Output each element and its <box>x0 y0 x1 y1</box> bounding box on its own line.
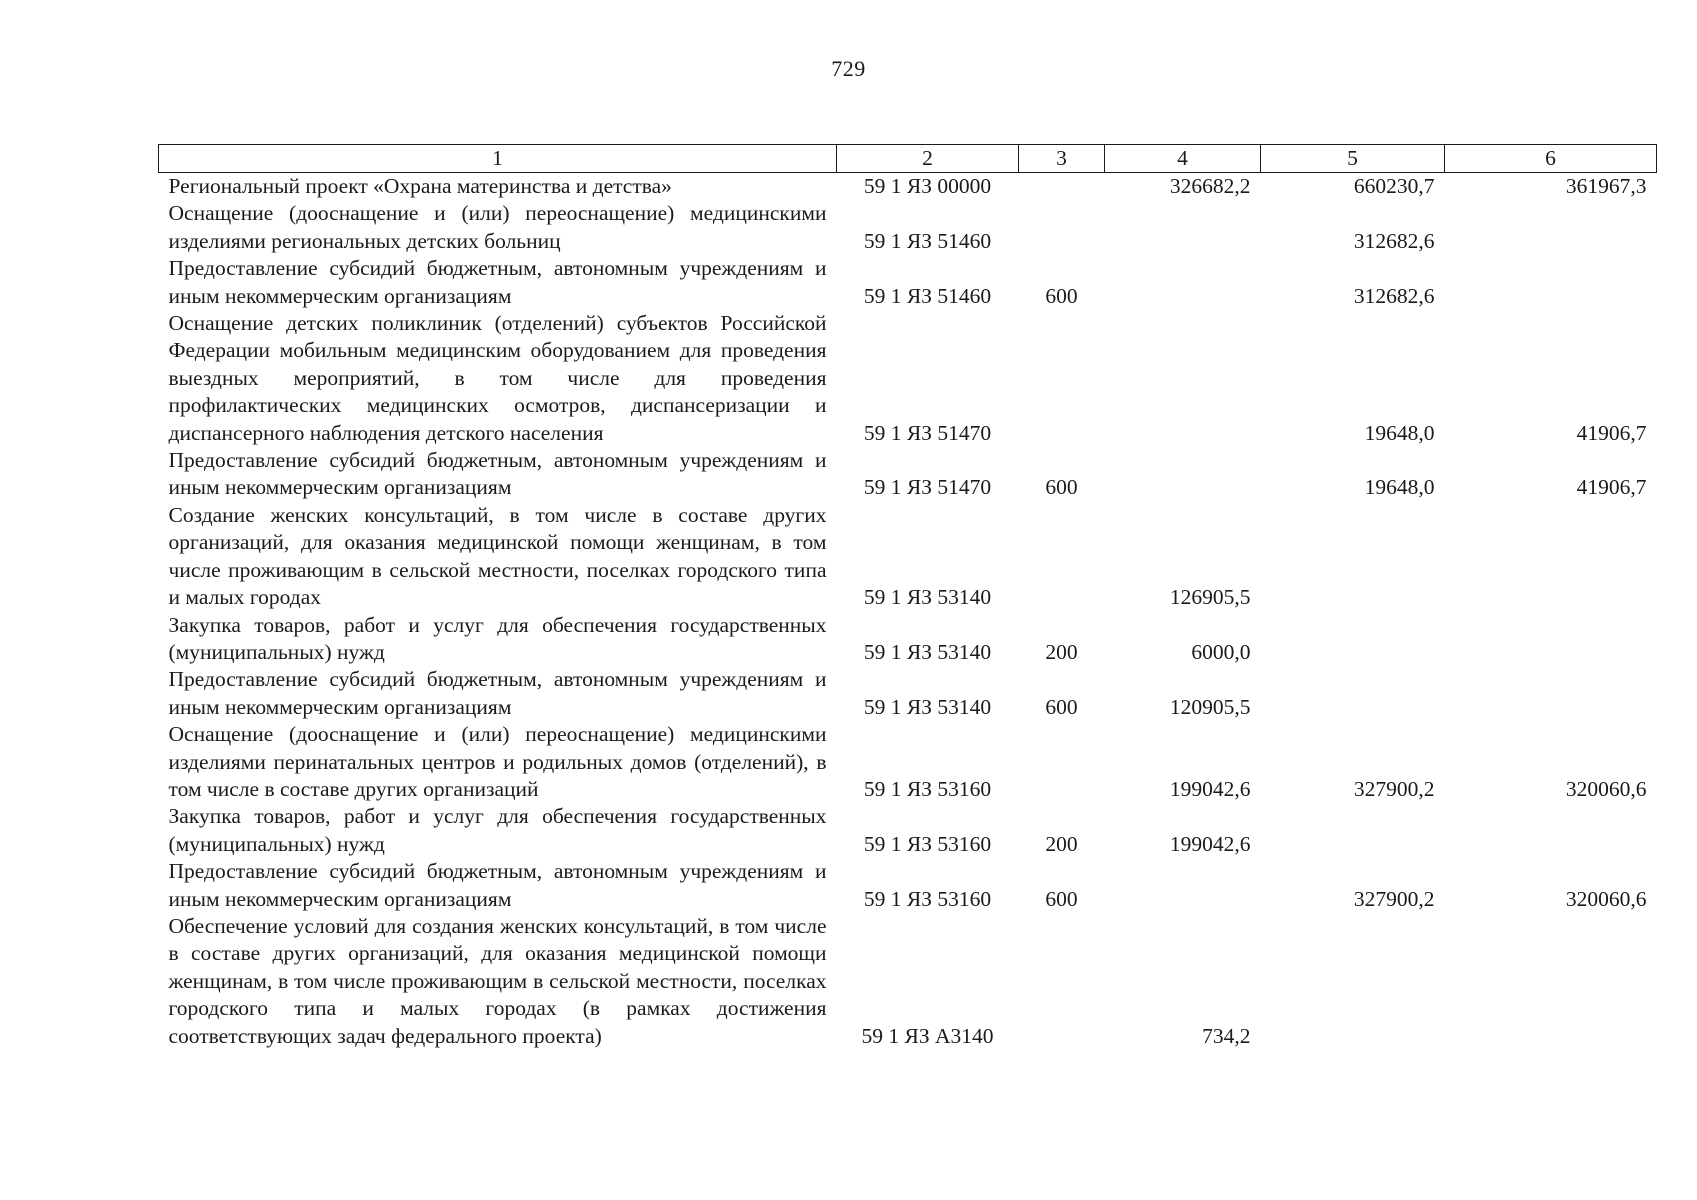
row-value-col4: 199042,6 <box>1169 776 1251 801</box>
row-name: Предоставление субсидий бюджетным, автономным учреждениям и иным некоммерческим организациям <box>168 667 827 719</box>
row-value-col4 <box>1105 200 1261 255</box>
row-value-col4 <box>1105 858 1261 913</box>
row-value-col6 <box>1445 255 1657 310</box>
row-value-col4 <box>1105 447 1261 502</box>
row-value-col4: 120905,5 <box>1169 694 1251 719</box>
row-target-code: 59 1 ЯЗ 51470 <box>863 420 992 445</box>
row-value-col6: 41906,7 <box>1576 475 1647 500</box>
row-value-col4 <box>1105 255 1261 310</box>
row-target-code: 59 1 ЯЗ 53140 <box>863 639 992 664</box>
row-target-code: 59 1 ЯЗ 51460 <box>863 228 992 253</box>
row-target-code: 59 1 ЯЗ 53160 <box>863 831 992 856</box>
row-name: Закупка товаров, работ и услуг для обеспечения государственных (муниципальных) нужд <box>168 612 827 664</box>
row-expense-type: 600 <box>1045 886 1078 911</box>
row-name: Создание женских консультаций, в том числе в составе других организаций, для оказания медицинской помощи женщинам, в том числе проживающим в сельской местности, поселках городского типа и малых городах <box>168 502 827 610</box>
table-row <box>159 612 1657 667</box>
row-value-col5: 19648,0 <box>1364 420 1435 445</box>
row-value-col5 <box>1261 803 1445 858</box>
row-value-col6 <box>1445 612 1657 667</box>
table-body <box>159 173 1657 1051</box>
row-name: Оснащение детских поликлиник (отделений) субъектов Российской Федерации мобильным медицинским оборудованием для проведения выездных мероприятий, в том числе для проведения профилактических медицинских осмотров, диспансеризации и диспансерного наблюдения детского населения <box>168 311 827 445</box>
row-value-col5: 660230,7 <box>1353 174 1435 198</box>
table-row <box>159 447 1657 502</box>
row-expense-type: 200 <box>1045 639 1078 664</box>
table-row <box>159 858 1657 913</box>
row-value-col5: 19648,0 <box>1364 475 1435 500</box>
header-cell-col1: 1 <box>159 145 837 173</box>
table-row <box>159 255 1657 310</box>
row-value-col6: 41906,7 <box>1576 420 1647 445</box>
table-row <box>159 721 1657 803</box>
row-value-col6: 320060,6 <box>1565 886 1647 911</box>
table-row <box>159 913 1657 1050</box>
header-cell-col2: 2 <box>837 145 1019 173</box>
table-row <box>159 200 1657 255</box>
header-cell-col4: 4 <box>1105 145 1261 173</box>
row-name: Предоставление субсидий бюджетным, автономным учреждениям и иным некоммерческим организациям <box>168 448 827 500</box>
table-row <box>159 803 1657 858</box>
row-expense-type <box>1019 721 1105 803</box>
row-value-col5: 327900,2 <box>1353 776 1435 801</box>
row-target-code: 59 1 ЯЗ 53140 <box>863 694 992 719</box>
row-value-col5: 327900,2 <box>1353 886 1435 911</box>
row-value-col4: 326682,2 <box>1169 174 1251 198</box>
row-name: Оснащение (дооснащение и (или) переоснащение) медицинскими изделиями региональных детских больниц <box>168 201 827 253</box>
row-target-code: 59 1 ЯЗ А3140 <box>861 1023 994 1048</box>
row-target-code: 59 1 ЯЗ 53140 <box>863 585 992 610</box>
row-target-code: 59 1 ЯЗ 53160 <box>863 886 992 911</box>
row-value-col5 <box>1261 666 1445 721</box>
row-target-code: 59 1 ЯЗ 51470 <box>863 475 992 500</box>
row-value-col5 <box>1261 502 1445 612</box>
row-value-col5 <box>1261 612 1445 667</box>
row-expense-type <box>1019 502 1105 612</box>
row-expense-type <box>1019 173 1105 201</box>
row-value-col4: 734,2 <box>1202 1023 1251 1048</box>
row-name: Оснащение (дооснащение и (или) переоснащение) медицинскими изделиями перинатальных центров и родильных домов (отделений), в том числе в составе других организаций <box>168 722 827 801</box>
row-value-col6 <box>1445 913 1657 1050</box>
page-number: 729 <box>831 56 866 81</box>
row-value-col6 <box>1445 803 1657 858</box>
row-value-col4: 126905,5 <box>1169 585 1251 610</box>
table-row <box>159 502 1657 612</box>
row-value-col4 <box>1105 310 1261 447</box>
row-value-col4: 199042,6 <box>1169 831 1251 856</box>
header-cell-col6: 6 <box>1445 145 1657 173</box>
row-name: Предоставление субсидий бюджетным, автономным учреждениям и иным некоммерческим организациям <box>168 256 827 308</box>
table-row <box>159 173 1657 201</box>
row-value-col5 <box>1261 913 1445 1050</box>
row-target-code: 59 1 ЯЗ 51460 <box>863 283 992 308</box>
row-target-code: 59 1 ЯЗ 53160 <box>863 776 992 801</box>
row-name: Обеспечение условий для создания женских консультаций, в том числе в составе других организаций, для оказания медицинской помощи женщинам, в том числе проживающим в сельской местности, поселках городского типа и малых городах (в рамках достижения соответствующих задач федерального проекта) <box>168 913 827 1048</box>
row-value-col5: 312682,6 <box>1353 283 1435 308</box>
row-name: Региональный проект «Охрана материнства и детства» <box>168 174 672 198</box>
row-value-col6 <box>1445 200 1657 255</box>
row-expense-type: 600 <box>1045 475 1078 500</box>
row-value-col6: 320060,6 <box>1565 776 1647 801</box>
row-name: Закупка товаров, работ и услуг для обеспечения государственных (муниципальных) нужд <box>168 804 827 856</box>
row-expense-type: 200 <box>1045 831 1078 856</box>
header-row <box>159 145 1657 173</box>
row-name: Предоставление субсидий бюджетным, автономным учреждениям и иным некоммерческим организациям <box>168 859 827 911</box>
budget-table <box>158 144 1657 1050</box>
row-expense-type: 600 <box>1045 283 1078 308</box>
row-expense-type <box>1019 310 1105 447</box>
row-expense-type: 600 <box>1045 694 1078 719</box>
table-row <box>159 666 1657 721</box>
row-value-col4: 6000,0 <box>1191 639 1251 664</box>
row-value-col6 <box>1445 502 1657 612</box>
header-cell-col3: 3 <box>1019 145 1105 173</box>
table-row <box>159 310 1657 447</box>
row-value-col5: 312682,6 <box>1353 228 1435 253</box>
row-target-code: 59 1 ЯЗ 00000 <box>863 174 992 198</box>
row-value-col6 <box>1445 666 1657 721</box>
row-expense-type <box>1019 200 1105 255</box>
table-header <box>159 145 1657 173</box>
row-expense-type <box>1019 913 1105 1050</box>
row-value-col6: 361967,3 <box>1565 174 1647 198</box>
header-cell-col5: 5 <box>1261 145 1445 173</box>
